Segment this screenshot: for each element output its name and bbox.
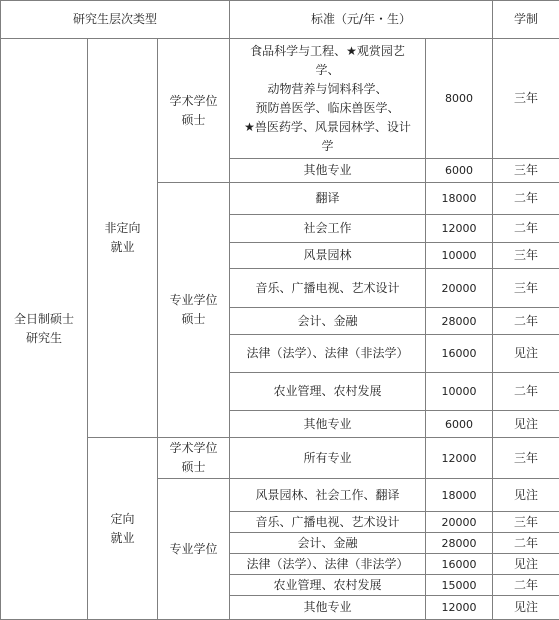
duration-cell: 见注	[493, 554, 559, 575]
major-cell: 音乐、广播电视、艺术设计	[230, 269, 426, 308]
major-cell: 其他专业	[230, 596, 426, 620]
major-cell: 音乐、广播电视、艺术设计	[230, 512, 426, 533]
category-academic-directed: 学术学位 硕士	[158, 438, 230, 479]
level-cell: 全日制硕士 研究生	[1, 39, 88, 620]
fee-cell: 6000	[426, 159, 493, 183]
duration-cell: 见注	[493, 411, 559, 438]
fee-cell: 12000	[426, 596, 493, 620]
duration-cell: 见注	[493, 335, 559, 373]
major-cell: 其他专业	[230, 411, 426, 438]
fee-cell: 10000	[426, 243, 493, 269]
duration-cell: 见注	[493, 479, 559, 512]
major-cell: 会计、金融	[230, 533, 426, 554]
category-academic: 学术学位 硕士	[158, 39, 230, 183]
major-cell: 风景园林	[230, 243, 426, 269]
major-cell: 食品科学与工程、★观赏园艺 学、 动物营养与饲料科学、 预防兽医学、临床兽医学、 ★兽医药学、风景园林学、设计 学	[230, 39, 426, 159]
fee-cell: 12000	[426, 438, 493, 479]
duration-cell: 见注	[493, 596, 559, 620]
employment-non-directed: 非定向 就业	[88, 39, 158, 438]
major-cell: 农业管理、农村发展	[230, 575, 426, 596]
fee-cell: 15000	[426, 575, 493, 596]
fee-cell: 18000	[426, 183, 493, 215]
duration-cell: 三年	[493, 512, 559, 533]
fee-cell: 16000	[426, 554, 493, 575]
duration-cell: 二年	[493, 308, 559, 335]
major-cell: 法律（法学）、法律（非法学）	[230, 554, 426, 575]
duration-cell: 二年	[493, 215, 559, 243]
major-cell: 社会工作	[230, 215, 426, 243]
fee-cell: 20000	[426, 512, 493, 533]
category-professional-directed: 专业学位	[158, 479, 230, 620]
duration-cell: 二年	[493, 533, 559, 554]
duration-cell: 二年	[493, 183, 559, 215]
duration-cell: 三年	[493, 39, 559, 159]
header-type: 研究生层次类型	[1, 1, 230, 39]
duration-cell: 三年	[493, 269, 559, 308]
employment-directed: 定向 就业	[88, 438, 158, 620]
header-duration: 学制	[493, 1, 559, 39]
fee-cell: 18000	[426, 479, 493, 512]
major-cell: 农业管理、农村发展	[230, 373, 426, 411]
major-cell: 翻译	[230, 183, 426, 215]
fee-cell: 16000	[426, 335, 493, 373]
fee-cell: 10000	[426, 373, 493, 411]
duration-cell: 二年	[493, 575, 559, 596]
duration-cell: 三年	[493, 438, 559, 479]
header-standard: 标准（元/年・生）	[230, 1, 493, 39]
fee-cell: 12000	[426, 215, 493, 243]
fee-cell: 6000	[426, 411, 493, 438]
major-cell: 法律（法学）、法律（非法学）	[230, 335, 426, 373]
category-professional: 专业学位 硕士	[158, 183, 230, 438]
fee-cell: 8000	[426, 39, 493, 159]
fee-cell: 28000	[426, 533, 493, 554]
fee-cell: 28000	[426, 308, 493, 335]
major-cell: 其他专业	[230, 159, 426, 183]
major-cell: 风景园林、社会工作、翻译	[230, 479, 426, 512]
major-cell: 会计、金融	[230, 308, 426, 335]
duration-cell: 二年	[493, 373, 559, 411]
fee-cell: 20000	[426, 269, 493, 308]
major-cell: 所有专业	[230, 438, 426, 479]
duration-cell: 三年	[493, 159, 559, 183]
duration-cell: 三年	[493, 243, 559, 269]
